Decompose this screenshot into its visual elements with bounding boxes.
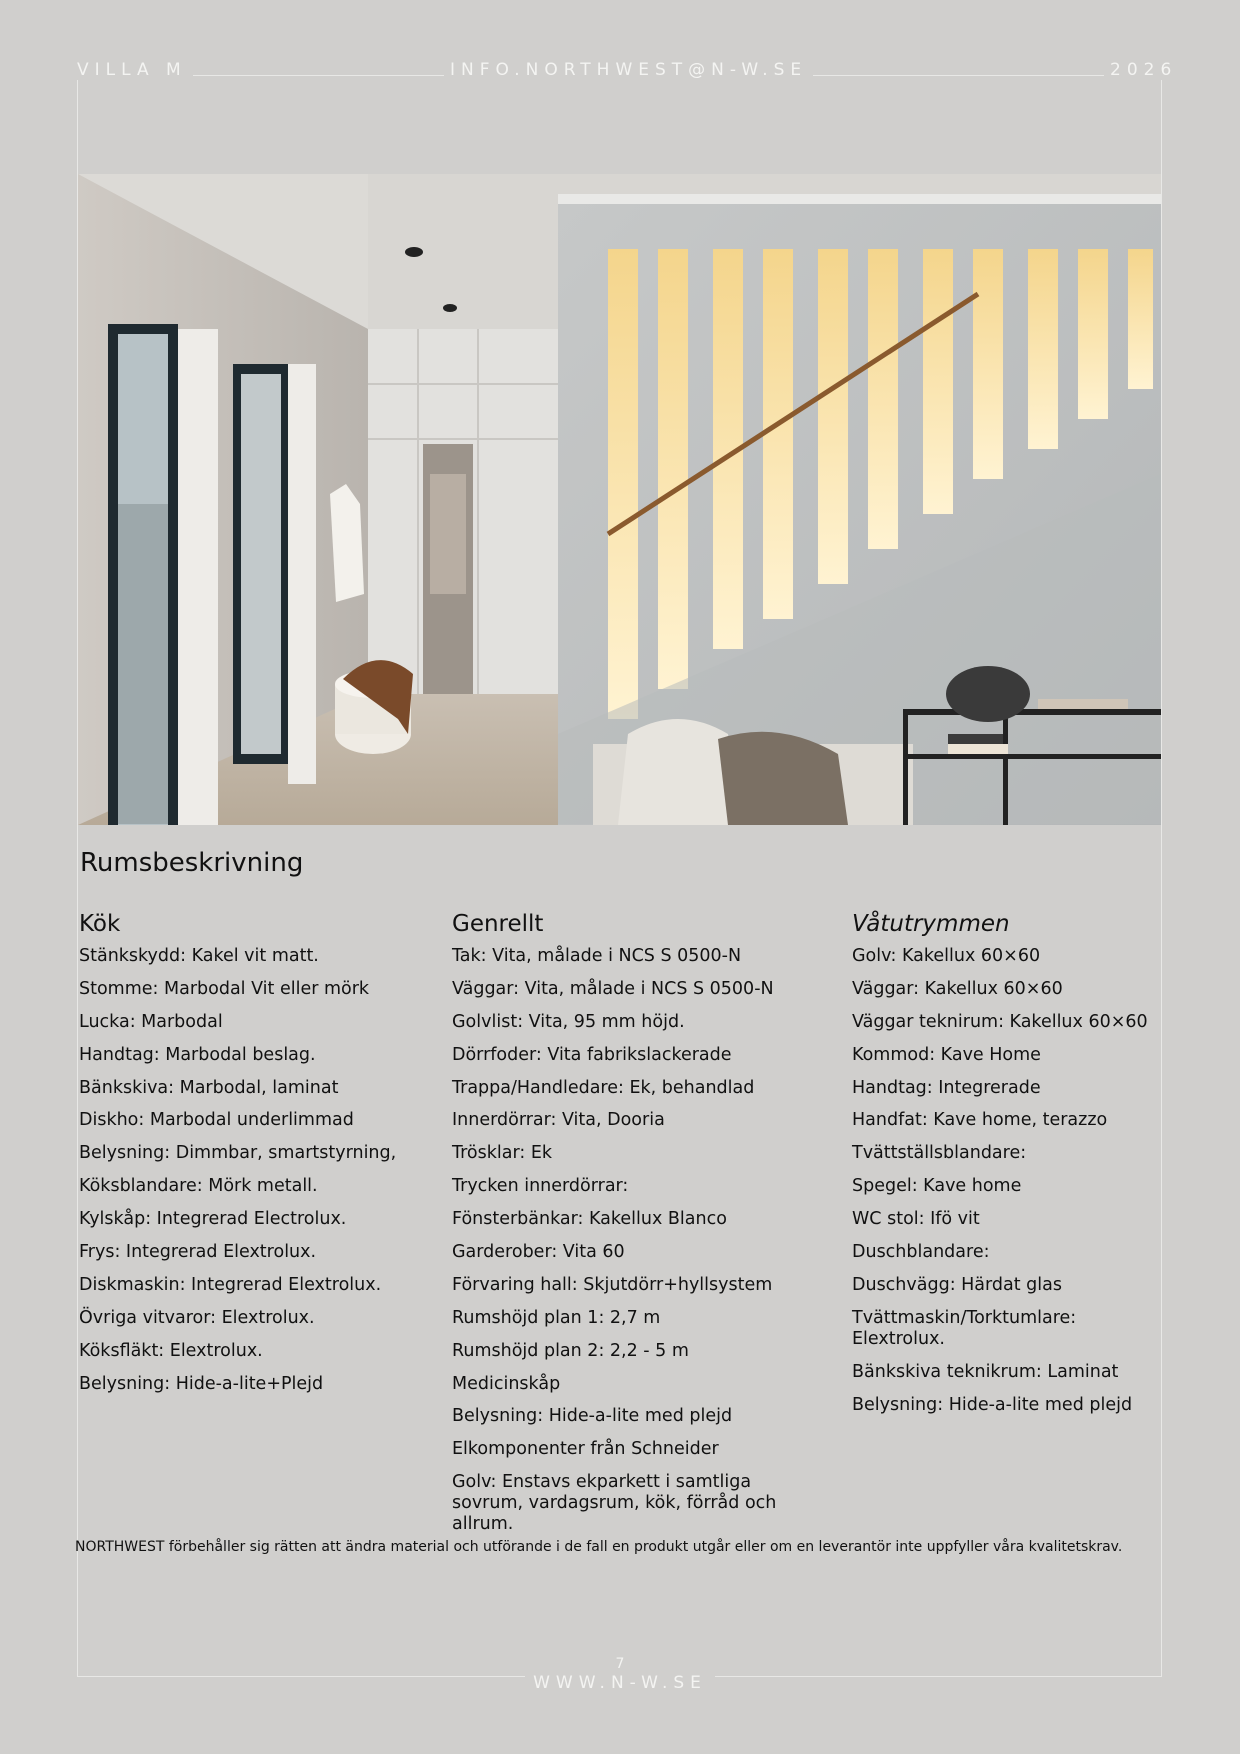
list-item: Övriga vitvaror: Elextrolux. bbox=[79, 1307, 315, 1328]
list-item: Trösklar: Ek bbox=[452, 1143, 553, 1164]
list-item: Kommod: Kave Home bbox=[852, 1044, 1041, 1065]
list-item: Elkomponenter från Schneider bbox=[452, 1439, 719, 1460]
header-project-name: VILLA M bbox=[77, 60, 193, 80]
list-item: Tak: Vita, målade i NCS S 0500-N bbox=[452, 946, 742, 966]
list-item: Duschblandare: bbox=[852, 1242, 990, 1263]
column-title: Våtutrymmen bbox=[852, 911, 1010, 937]
list-item: Fönsterbänkar: Kakellux Blanco bbox=[452, 1209, 727, 1230]
header-year: 2026 bbox=[1104, 60, 1177, 80]
list-item: Golv: Enstavs ekparkett i samtliga sovrum, vardagsrum, kök, förråd och allrum. bbox=[452, 1472, 777, 1535]
footer-website[interactable] bbox=[0, 1673, 1240, 1693]
list-item: Väggar: Vita, målade i NCS S 0500-N bbox=[452, 978, 774, 999]
section-title: Rumsbeskrivning bbox=[80, 848, 304, 878]
column-kok bbox=[79, 910, 439, 1406]
list-item: Kylskåp: Integrerad Electrolux. bbox=[79, 1209, 347, 1230]
list-item: Lucka: Marbodal bbox=[79, 1011, 223, 1032]
list-item: Köksblandare: Mörk metall. bbox=[79, 1176, 318, 1197]
column-vatutrymmen bbox=[852, 910, 1172, 1427]
footer-website-text[interactable]: WWW.N-W.SE bbox=[525, 1673, 715, 1693]
list-item: Tvättställsblandare: bbox=[852, 1143, 1027, 1164]
column-genrellt bbox=[452, 910, 792, 1547]
list-item: Belysning: Dimmbar, smartstyrning, bbox=[79, 1143, 397, 1164]
column-title: Kök bbox=[79, 911, 121, 937]
list-item: Diskho: Marbodal underlimmad bbox=[79, 1110, 354, 1131]
list-item: Spegel: Kave home bbox=[852, 1176, 1022, 1197]
list-item: WC stol: Ifö vit bbox=[852, 1209, 980, 1230]
list-item: Medicinskåp bbox=[452, 1373, 561, 1394]
list-item: Väggar teknirum: Kakellux 60×60 bbox=[852, 1011, 1148, 1032]
list-item: Dörrfoder: Vita fabrikslackerade bbox=[452, 1044, 732, 1065]
list-item: Förvaring hall: Skjutdörr+hyllsystem bbox=[452, 1274, 773, 1295]
list-item: Golvlist: Vita, 95 mm höjd. bbox=[452, 1011, 685, 1032]
list-item: Handfat: Kave home, terazzo bbox=[852, 1110, 1108, 1131]
list-item: Garderober: Vita 60 bbox=[452, 1242, 625, 1263]
list-item: Trappa/Handledare: Ek, behandlad bbox=[452, 1077, 755, 1098]
list-item: Bänkskiva: Marbodal, laminat bbox=[79, 1077, 339, 1098]
list-item: Tvättmaskin/Torktumlare: Elextrolux. bbox=[852, 1307, 1077, 1349]
list-item: Stänkskydd: Kakel vit matt. bbox=[79, 946, 319, 966]
list-item: Diskmaskin: Integrerad Elextrolux. bbox=[79, 1274, 382, 1295]
list-item: Stomme: Marbodal Vit eller mörk bbox=[79, 978, 370, 999]
list-item: Golv: Kakellux 60×60 bbox=[852, 946, 1041, 966]
list-item: Rumshöjd plan 1: 2,7 m bbox=[452, 1307, 661, 1328]
column-title: Genrellt bbox=[452, 911, 544, 937]
page-number: 7 bbox=[615, 1656, 625, 1672]
header-email[interactable]: INFO.NORTHWEST@N-W.SE bbox=[444, 60, 813, 80]
list-item: Rumshöjd plan 2: 2,2 - 5 m bbox=[452, 1340, 689, 1361]
list-item: Belysning: Hide-a-lite med plejd bbox=[452, 1406, 733, 1427]
interior-photo bbox=[78, 174, 1161, 825]
list-item: Handtag: Marbodal beslag. bbox=[79, 1044, 316, 1065]
list-item: Handtag: Integrerade bbox=[852, 1077, 1041, 1098]
list-item: Bänkskiva teknikrum: Laminat bbox=[852, 1361, 1119, 1382]
list-item: Belysning: Hide-a-lite+Plejd bbox=[79, 1373, 324, 1394]
list-item: Köksfläkt: Elextrolux. bbox=[79, 1340, 263, 1361]
list-item: Belysning: Hide-a-lite med plejd bbox=[852, 1394, 1133, 1415]
list-item: Frys: Integrerad Elextrolux. bbox=[79, 1242, 317, 1263]
list-item: Trycken innerdörrar: bbox=[452, 1176, 629, 1197]
disclaimer: NORTHWEST förbehåller sig rätten att ändra material och utförande i de fall en produkt utgår eller om en leverantör inte uppfyller våra kvalitetskrav. bbox=[75, 1539, 1123, 1555]
list-item: Innerdörrar: Vita, Dooria bbox=[452, 1110, 665, 1131]
list-item: Duschvägg: Härdat glas bbox=[852, 1274, 1062, 1295]
list-item: Väggar: Kakellux 60×60 bbox=[852, 978, 1063, 999]
